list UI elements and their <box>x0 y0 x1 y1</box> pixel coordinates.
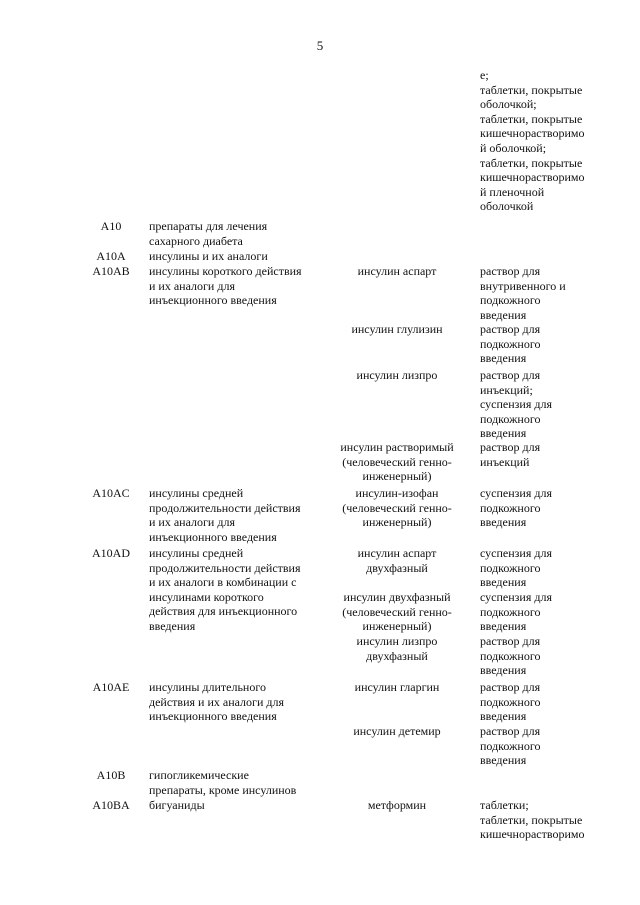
group-line: и их аналоги в комбинации с <box>149 575 297 590</box>
drug-name <box>334 724 460 739</box>
dosage-form-line: оболочкой <box>480 199 534 214</box>
dosage-form-line: подкожного <box>480 738 541 753</box>
dosage-form-line: таблетки; <box>480 798 529 812</box>
atc-code: A10AB <box>92 264 130 278</box>
dosage-form-line: суспензия для <box>480 590 552 604</box>
dosage-form-line: подкожного <box>480 411 541 426</box>
dosage-form-line: введения <box>480 575 527 590</box>
drug-line: двухфазный <box>366 648 428 663</box>
drug-name <box>334 486 460 530</box>
dosage-form-line: введения <box>480 351 527 366</box>
group-line: инсулины средней <box>149 546 244 560</box>
dosage-form-line: инъекций <box>480 454 530 469</box>
dosage-form-line: подкожного <box>480 500 541 515</box>
dosage-form-line: кишечнорастворимо <box>480 126 585 141</box>
dosage-form-line: раствор для <box>480 264 541 278</box>
group-line: инъекционного введения <box>149 529 277 544</box>
atc-code: A10B <box>96 768 126 782</box>
group-line: инсулины короткого действия <box>149 264 302 278</box>
drug-line: инсулин гларгин <box>354 680 440 694</box>
dosage-form-line: таблетки, покрытые <box>480 82 583 97</box>
drug-line: (человеческий генно- <box>342 454 452 469</box>
group-line: гипогликемические <box>149 768 249 782</box>
group-line: инсулинами короткого <box>149 589 264 604</box>
dosage-form-line: инъекций; <box>480 382 533 397</box>
drug-line: (человеческий генно- <box>342 500 452 515</box>
drug-line: инсулин аспарт <box>357 264 437 278</box>
anatomical-group <box>149 249 329 264</box>
dosage-form-line: раствор для <box>480 322 541 336</box>
group-line: сахарного диабета <box>149 233 243 248</box>
anatomical-group <box>149 768 329 797</box>
drug-line: инженерный) <box>362 515 432 530</box>
dosage-form-line: суспензия для <box>480 397 552 412</box>
drug-name <box>334 322 460 337</box>
dosage-form-line: раствор для <box>480 440 541 454</box>
dosage-form <box>480 264 610 322</box>
drug-name <box>334 680 460 695</box>
drug-name <box>334 264 460 279</box>
drug-line: двухфазный <box>366 560 428 575</box>
drug-line: (человеческий генно- <box>342 604 452 619</box>
drug-name <box>334 798 460 813</box>
dosage-form <box>480 798 610 842</box>
drug-line: метформин <box>367 798 427 812</box>
dosage-form-line: е; <box>480 68 489 82</box>
drug-line: инсулин-изофан <box>355 486 439 500</box>
anatomical-group <box>149 546 329 634</box>
dosage-form-line: подкожного <box>480 604 541 619</box>
group-line: инъекционного введения <box>149 293 277 308</box>
dosage-form <box>480 546 610 590</box>
drug-name <box>334 546 460 575</box>
group-line: введения <box>149 618 196 633</box>
atc-code: A10BA <box>92 798 130 812</box>
dosage-form-line: й пленочной <box>480 184 545 199</box>
dosage-form-line: раствор для <box>480 680 541 694</box>
dosage-form <box>480 634 610 678</box>
group-line: инсулины и их аналоги <box>149 249 268 263</box>
drug-name <box>334 368 460 383</box>
dosage-form-line: суспензия для <box>480 486 552 500</box>
group-line: продолжительности действия <box>149 560 301 575</box>
dosage-form-line: введения <box>480 753 527 768</box>
dosage-form-line: введения <box>480 663 527 678</box>
dosage-form <box>480 590 610 634</box>
dosage-form-line: суспензия для <box>480 546 552 560</box>
dosage-form <box>480 368 610 441</box>
dosage-form-line: подкожного <box>480 694 541 709</box>
anatomical-group <box>149 486 329 544</box>
dosage-form-line: раствор для <box>480 634 541 648</box>
dosage-form-line: подкожного <box>480 293 541 308</box>
dosage-form-line: кишечнорастворимо <box>480 827 585 842</box>
group-line: действия и их аналоги для <box>149 694 284 709</box>
dosage-form-line: й оболочкой; <box>480 140 547 155</box>
group-line: инъекционного введения <box>149 709 277 724</box>
dosage-form-line: таблетки, покрытые <box>480 111 583 126</box>
dosage-form <box>480 724 610 768</box>
drug-line: инсулин двухфазный <box>343 590 451 604</box>
dosage-form-line: введения <box>480 709 527 724</box>
atc-code: A10A <box>96 249 126 263</box>
drug-line: инсулин растворимый <box>340 440 454 454</box>
group-line: и их аналоги для <box>149 515 235 530</box>
dosage-form-line: раствор для <box>480 724 541 738</box>
drug-name <box>334 440 460 484</box>
dosage-form <box>480 486 610 530</box>
drug-line: инженерный) <box>362 619 432 634</box>
group-line: действия для инъекционного <box>149 604 298 619</box>
drug-line: инженерный) <box>362 469 432 484</box>
group-line: и их аналоги для <box>149 278 235 293</box>
group-line: препараты, кроме инсулинов <box>149 782 297 797</box>
anatomical-group <box>149 680 329 724</box>
drug-line: инсулин аспарт <box>357 546 437 560</box>
anatomical-group <box>149 264 329 308</box>
anatomical-group <box>149 798 329 813</box>
dosage-form-line: раствор для <box>480 368 541 382</box>
dosage-form-line: таблетки, покрытые <box>480 812 583 827</box>
group-line: инсулины длительного <box>149 680 266 694</box>
drug-line: инсулин лизпро <box>356 368 438 382</box>
group-line: инсулины средней <box>149 486 244 500</box>
drug-name <box>334 590 460 634</box>
drug-line: инсулин детемир <box>353 724 441 738</box>
anatomical-group <box>149 219 329 248</box>
dosage-form-line: внутривенного и <box>480 278 566 293</box>
dosage-form-line: подкожного <box>480 648 541 663</box>
dosage-form-line: введения <box>480 426 527 441</box>
dosage-form-line: подкожного <box>480 336 541 351</box>
dosage-form-line: введения <box>480 307 527 322</box>
dosage-form-line: кишечнорастворимо <box>480 170 585 185</box>
dosage-form-line: введения <box>480 515 527 530</box>
dosage-form <box>480 322 610 366</box>
drug-name <box>334 634 460 663</box>
group-line: продолжительности действия <box>149 500 301 515</box>
dosage-form-line: оболочкой; <box>480 97 537 112</box>
group-line: препараты для лечения <box>149 219 268 233</box>
dosage-form <box>480 68 610 214</box>
drug-line: инсулин глулизин <box>351 322 443 336</box>
page-number: 5 <box>316 38 324 53</box>
group-line: бигуаниды <box>149 798 205 812</box>
atc-code: A10 <box>100 219 122 233</box>
dosage-form <box>480 440 610 469</box>
atc-code: A10AC <box>92 486 130 500</box>
dosage-form-line: подкожного <box>480 560 541 575</box>
drug-line: инсулин лизпро <box>356 634 438 648</box>
dosage-form-line: введения <box>480 619 527 634</box>
dosage-form <box>480 680 610 724</box>
atc-code: A10AD <box>92 546 130 560</box>
atc-code: A10AE <box>92 680 130 694</box>
dosage-form-line: таблетки, покрытые <box>480 155 583 170</box>
